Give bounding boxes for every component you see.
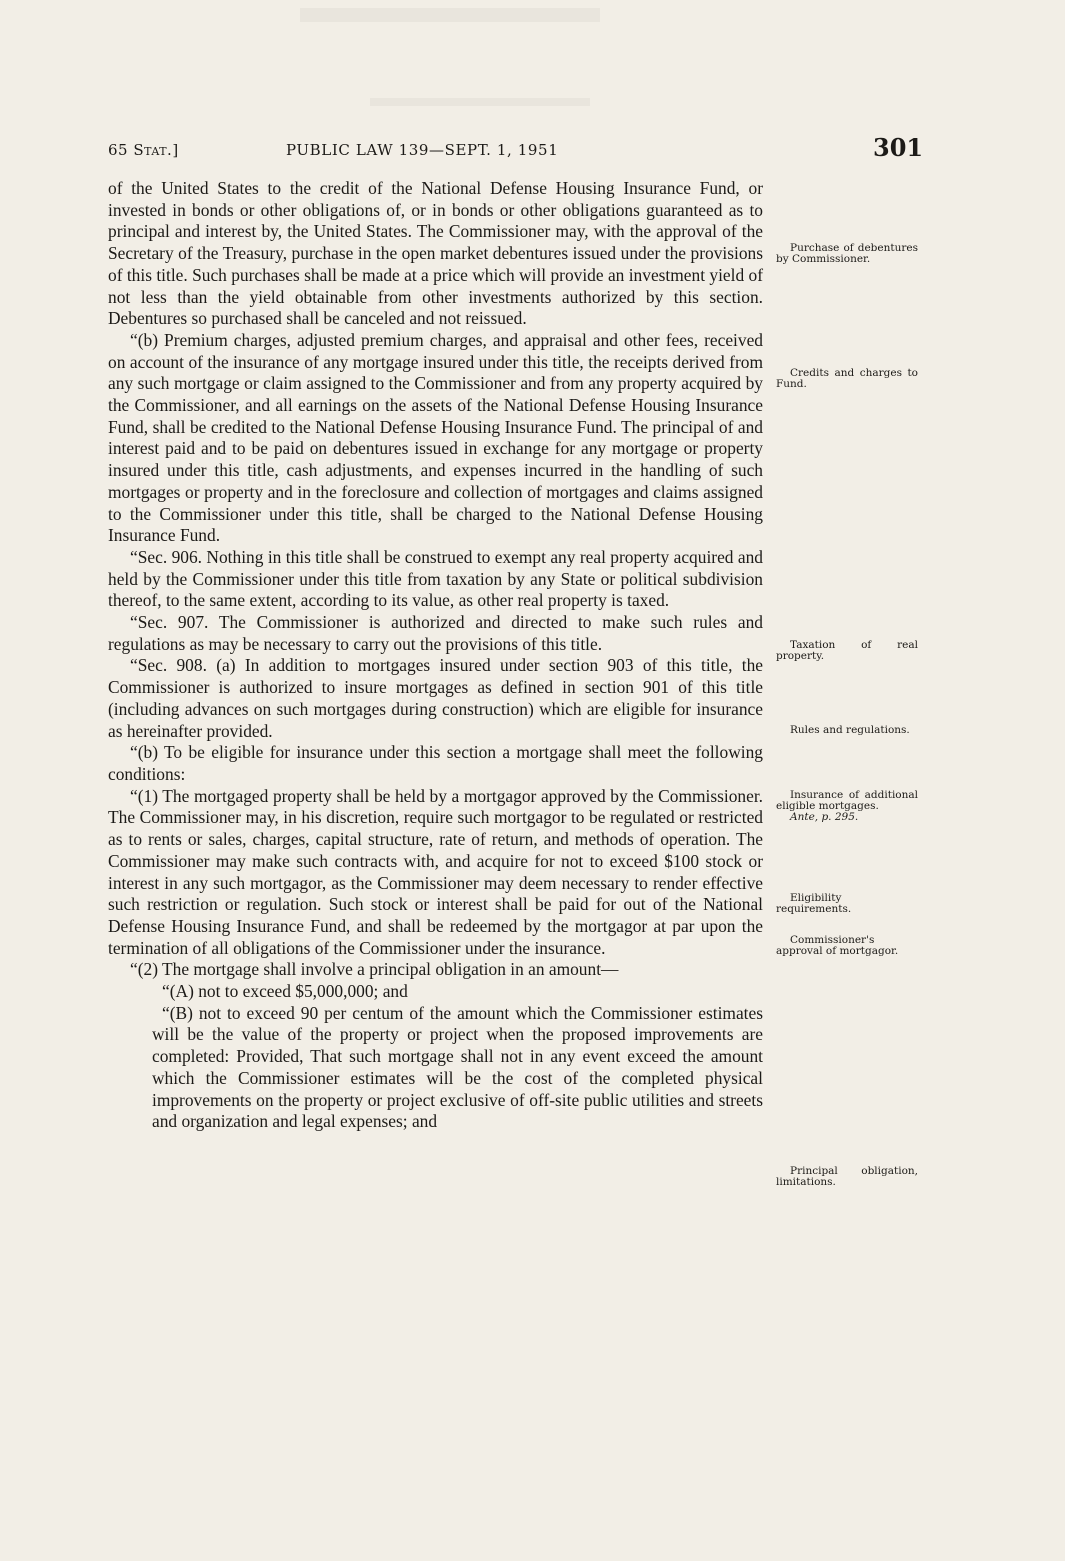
- paragraph-premium-charges: “(b) Premium charges, adjusted premium charges, and appraisal and other fees, received on account of the insurance of any mortgage insured under this title, the receipts derived from any such mortgage or claim assigned to the Commissioner and from any property acquired by the Commissioner, and all earnings on the assets of the National Defense Housing Insurance Fund, shall be credited to the National Defense Housing Insurance Fund. The principal of and interest paid and to be paid on debentures issued in exchange for any mortgage or property insured under this title, cash adjustments, and expenses incurred in the handling of such mortgages or property and in the foreclosure and collection of mortgages and claims assigned to the Commissioner under this title, shall be charged to the National Defense Housing Insurance Fund.: [108, 329, 763, 546]
- page-header: [108, 133, 924, 173]
- margin-note-insurance-text: Insurance of additional eligible mortgages.: [776, 789, 918, 812]
- statute-reference: 65 Stat.]: [108, 141, 179, 159]
- paragraph-condition-2: “(2) The mortgage shall involve a principal obligation in an amount—: [130, 959, 619, 980]
- paragraph-sec-908-b: “(b) To be eligible for insurance under this section a mortgage shall meet the following conditions:: [108, 742, 763, 784]
- main-text: [108, 178, 763, 1133]
- law-title: PUBLIC LAW 139—SEPT. 1, 1951: [286, 141, 559, 159]
- paragraph-condition-2a: “(A) not to exceed $5,000,000; and: [162, 981, 408, 1002]
- bleed-through-mark: [300, 8, 600, 22]
- margin-note-rules: Rules and regulations.: [790, 724, 910, 736]
- margin-note-credits: Credits and charges to Fund.: [776, 367, 918, 390]
- paragraph-condition-1: “(1) The mortgaged property shall be held by a mortgagor approved by the Commissioner. The Commissioner may, in his discretion, require such mortgagor to be regulated or restricted as to rents or sales, charges, capital structure, rate of return, and methods of operation. The Commissioner may make such contracts with, and acquire for not to exceed $100 stock or interest in any such mortgagor, as the Commissioner may deem necessary to render effective such restriction or regulation. Such stock or interest shall be paid for out of the National Defense Housing Insurance Fund, and shall be redeemed by the mortgagor at par upon the termination of all obligations of the Commissioner under the insurance.: [108, 785, 763, 958]
- margin-note-insurance: [776, 790, 918, 823]
- paragraph-sec-908-a: “Sec. 908. (a) In addition to mortgages insured under section 903 of this title, the Commissioner is authorized to insure mortgages as defined in section 901 of this title (including advances on such mortgages during construction) which are eligible for insurance as hereinafter provided.: [108, 655, 763, 741]
- paragraph-condition-2b: “(B) not to exceed 90 per centum of the amount which the Commissioner estimates will be the value of the property or project when the proposed improvements are completed: Provided, That such mortgage shall not in any event exceed the amount which the Commissioner estimates will be the cost of the completed physical improvements on the property or project exclusive of off-site public utilities and streets and organization and legal expenses; and: [152, 1002, 763, 1132]
- margin-note-ante: Ante, p. 295.: [790, 811, 859, 823]
- margin-note-approval: Commissioner's approval of mortgagor.: [776, 934, 899, 957]
- margin-note-principal: Principal obligation, limitations.: [776, 1165, 918, 1188]
- paragraph-sec-906: “Sec. 906. Nothing in this title shall be construed to exempt any real property acquired and held by the Commissioner under this title from taxation by any State or political subdivision thereof, to the same extent, according to its value, as other real property is taxed.: [108, 546, 763, 611]
- margin-note-purchase: Purchase of debentures by Commissioner.: [776, 242, 918, 265]
- margin-note-taxation: Taxation of real property.: [776, 639, 918, 662]
- paragraph-sec-907: “Sec. 907. The Commissioner is authorized and directed to make such rules and regulations as may be necessary to carry out the provisions of this title.: [108, 612, 763, 654]
- margin-note-eligibility: Eligibility requirements.: [776, 892, 852, 915]
- bleed-through-mark: [370, 98, 590, 106]
- paragraph-investment: of the United States to the credit of the National Defense Housing Insurance Fund, or invested in bonds or other obligations of, or in bonds or other obligations guaranteed as to principal and interest by, the United States. The Commissioner may, with the approval of the Secretary of the Treasury, purchase in the open market debentures issued under the provisions of this title. Such purchases shall be made at a price which will provide an investment yield of not less than the yield obtainable from other investments authorized by this section. Debentures so purchased shall be canceled and not reissued.: [108, 178, 763, 329]
- page-number: 301: [873, 133, 924, 162]
